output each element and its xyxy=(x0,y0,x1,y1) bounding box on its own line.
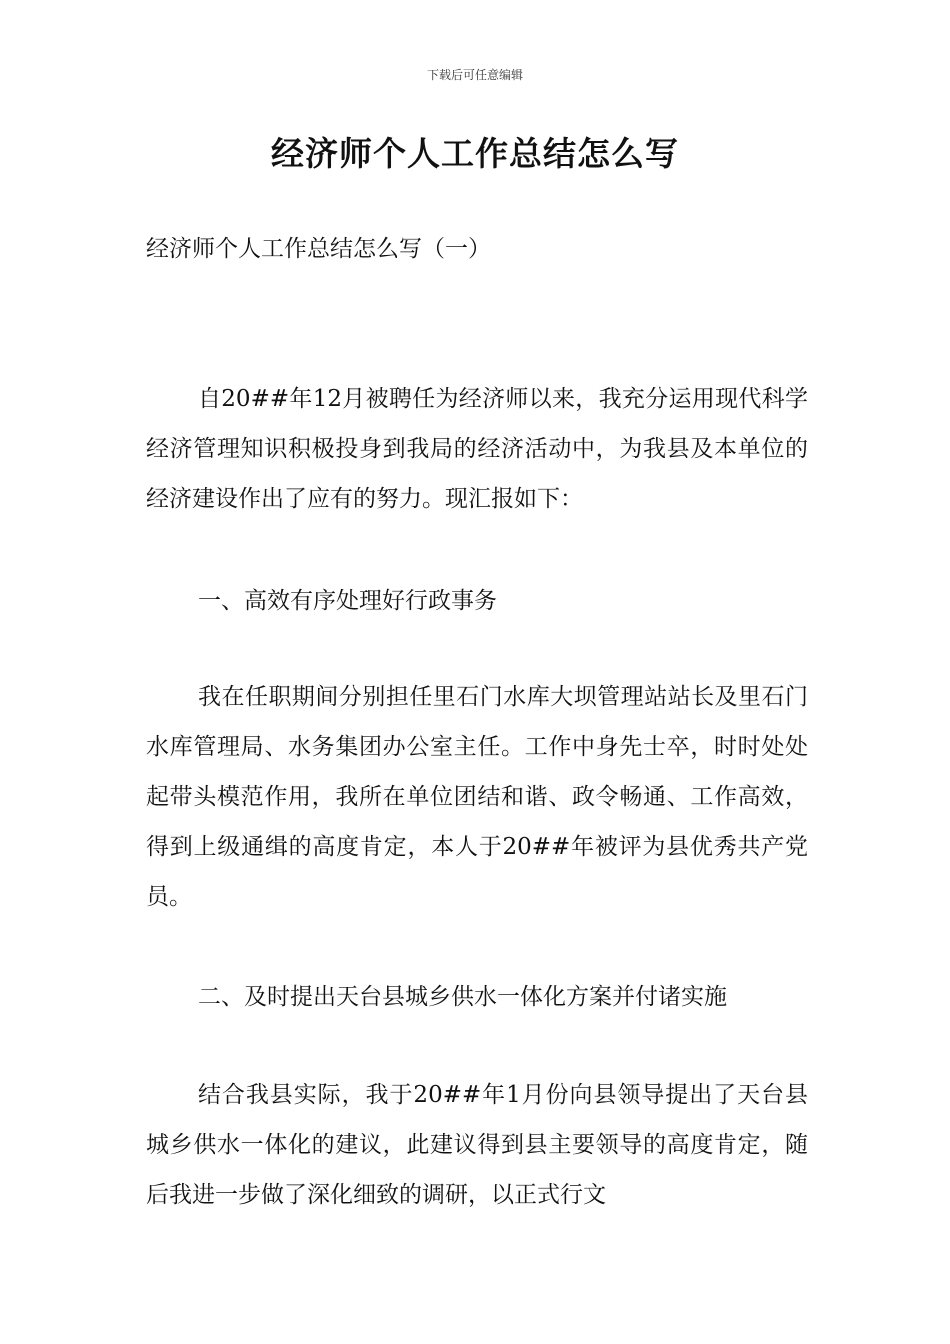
document-subtitle: 经济师个人工作总结怎么写（一） xyxy=(146,236,491,262)
paragraph-section-1: 我在任职期间分别担任里石门水库大坝管理站站长及里石门水库管理局、水务集团办公室主任。工作中身先士卒，时时处处起带头模范作用，我所在单位团结和谐、政令畅通、工作高效，得到上级通缉的高度肯定，本人于20##年被评为县优秀共产党员。 xyxy=(146,684,808,910)
document-title: 经济师个人工作总结怎么写 xyxy=(271,134,679,173)
paragraph-section-2: 结合我县实际，我于20##年1月份向县领导提出了天台县城乡供水一体化的建议，此建议得到县主要领导的高度肯定，随后我进一步做了深化细致的调研，以正式行文 xyxy=(146,1082,808,1208)
header-note: 下载后可任意编辑 xyxy=(426,68,523,82)
section-heading-1: 一、高效有序处理好行政事务 xyxy=(198,588,497,614)
paragraph-intro: 自20##年12月被聘任为经济师以来，我充分运用现代科学经济管理知识积极投身到我局的经济活动中，为我县及本单位的经济建设作出了应有的努力。现汇报如下： xyxy=(146,386,808,512)
section-heading-2: 二、及时提出天台县城乡供水一体化方案并付诸实施 xyxy=(198,984,727,1010)
